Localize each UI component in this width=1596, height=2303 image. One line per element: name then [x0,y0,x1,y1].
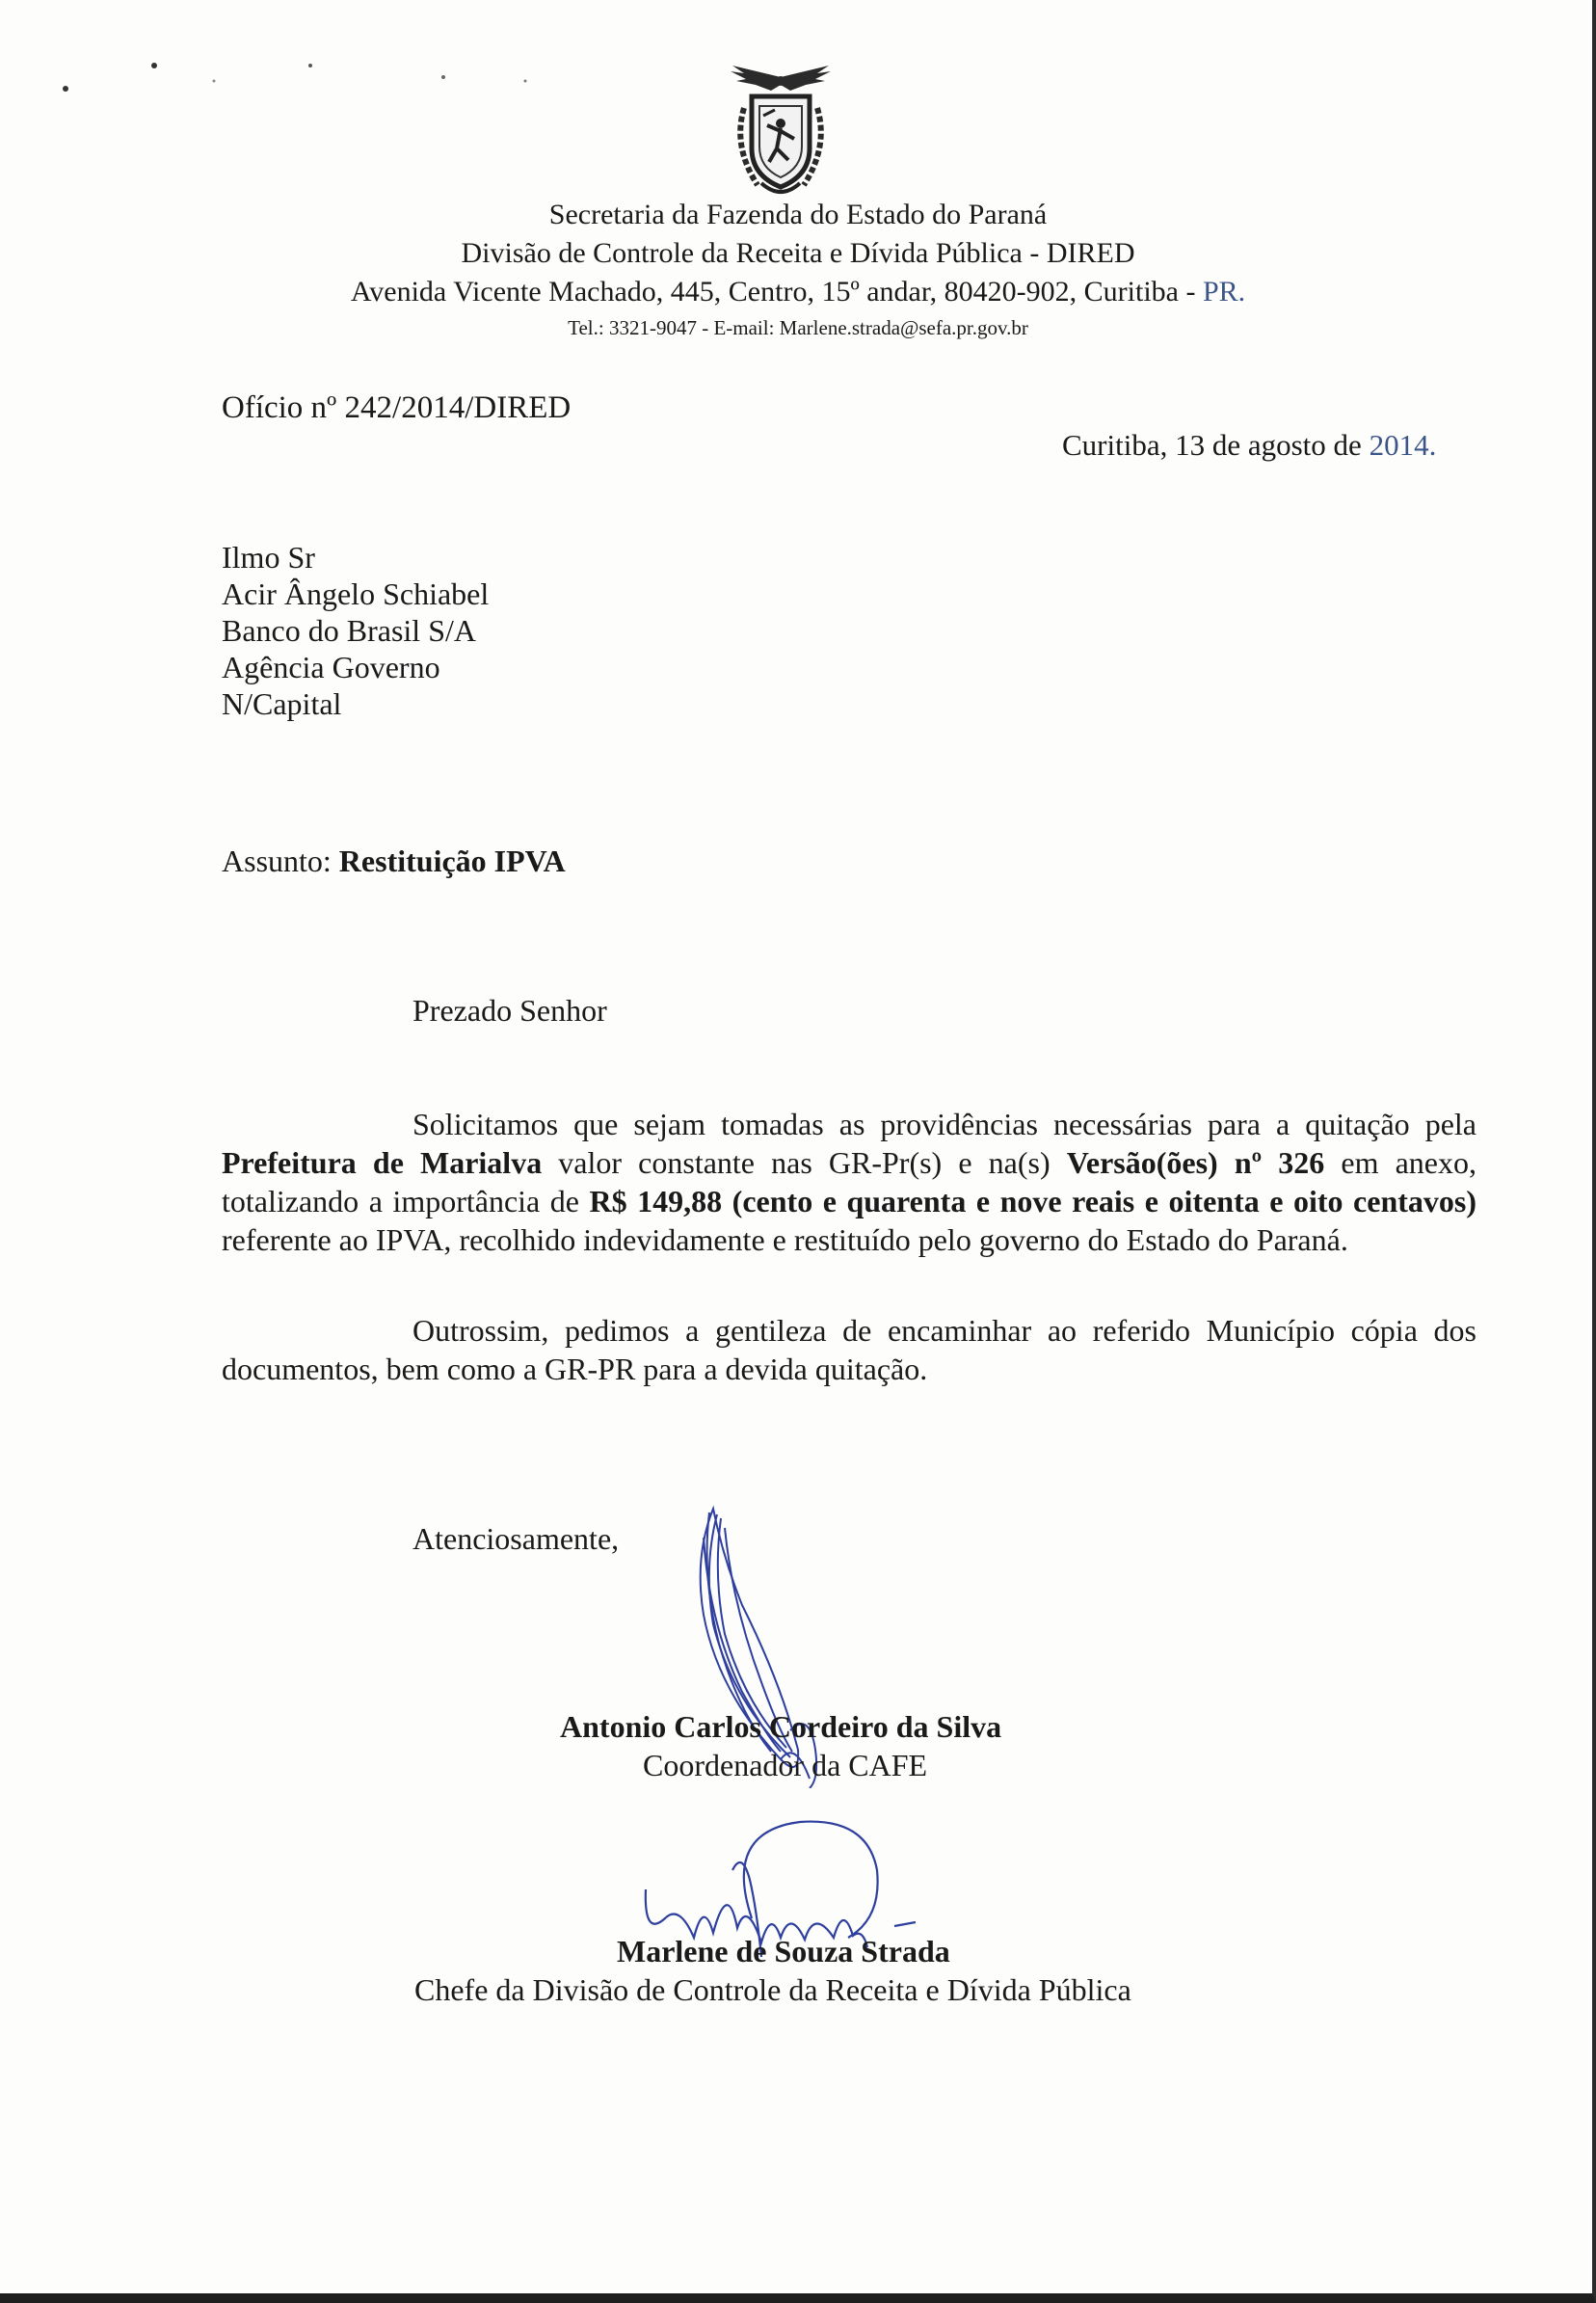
closing: Atenciosamente, [412,1521,620,1556]
subject-line [222,844,566,879]
header-org-name: Secretaria da Fazenda do Estado do Paraná [548,199,1048,230]
version-number: Versão(ões) nº 326 [1066,1145,1325,1180]
state-emblem-icon [723,60,838,204]
header-address [0,276,1596,308]
recipient-line: N/Capital [222,686,342,721]
body-text: em anexo, totalizando a importância de [222,1145,1476,1218]
body-text: Solicitamos que sejam tomadas as providências necessárias para a quitação pela [412,1107,1476,1141]
scan-specks [0,0,578,116]
header-address-state: PR. [1202,276,1246,308]
subject-value: Restituição IPVA [338,844,566,878]
office-number: Ofício nº 242/2014/DIRED [222,390,572,425]
date-text: Curitiba, 13 de agosto de [1062,428,1370,462]
letter-date [1062,428,1436,463]
header-division: Divisão de Controle da Receita e Dívida Pública - DIRED [461,237,1135,269]
municipality-name: Prefeitura de Marialva [222,1145,543,1180]
recipient-line: Acir Ângelo Schiabel [222,576,490,611]
body-paragraph-2 [222,1311,1476,1388]
subject-label: Assunto: [222,844,339,878]
signatory-1-name: Antonio Carlos Cordeiro da Silva [560,1709,1002,1744]
recipient-line: Banco do Brasil S/A [222,613,476,648]
recipient-line: Agência Governo [222,650,440,684]
header-address-text: Avenida Vicente Machado, 445, Centro, 15º andar, 80420-902, Curitiba - [350,276,1203,308]
body-text: valor constante nas GR-Pr(s) e na(s) [542,1145,1067,1180]
signatory-2-role: Chefe da Divisão de Controle da Receita e Dívida Pública [414,1972,1131,2007]
body-text: referente ao IPVA, recolhido indevidamente e restituído pelo governo do Estado do Paraná. [222,1222,1348,1257]
header-contact: Tel.: 3321-9047 - E-mail: Marlene.strada@sefa.pr.gov.br [568,316,1028,339]
signatory-2-name: Marlene de Souza Strada [617,1934,950,1968]
recipient-line: Ilmo Sr [222,540,315,575]
greeting: Prezado Senhor [412,993,607,1028]
amount: R$ 149,88 (cento e quarenta e nove reais e oitenta e oito centavos) [589,1184,1477,1218]
body-text: Outrossim, pedimos a gentileza de encaminhar ao referido Município cópia dos documentos, bem como a GR-PR para a devida quitação. [222,1313,1476,1386]
signature-1-image [675,1499,925,1788]
body-paragraph-1 [222,1105,1476,1259]
date-year: 2014. [1369,428,1437,462]
signatory-1-role: Coordenador da CAFE [643,1748,928,1782]
